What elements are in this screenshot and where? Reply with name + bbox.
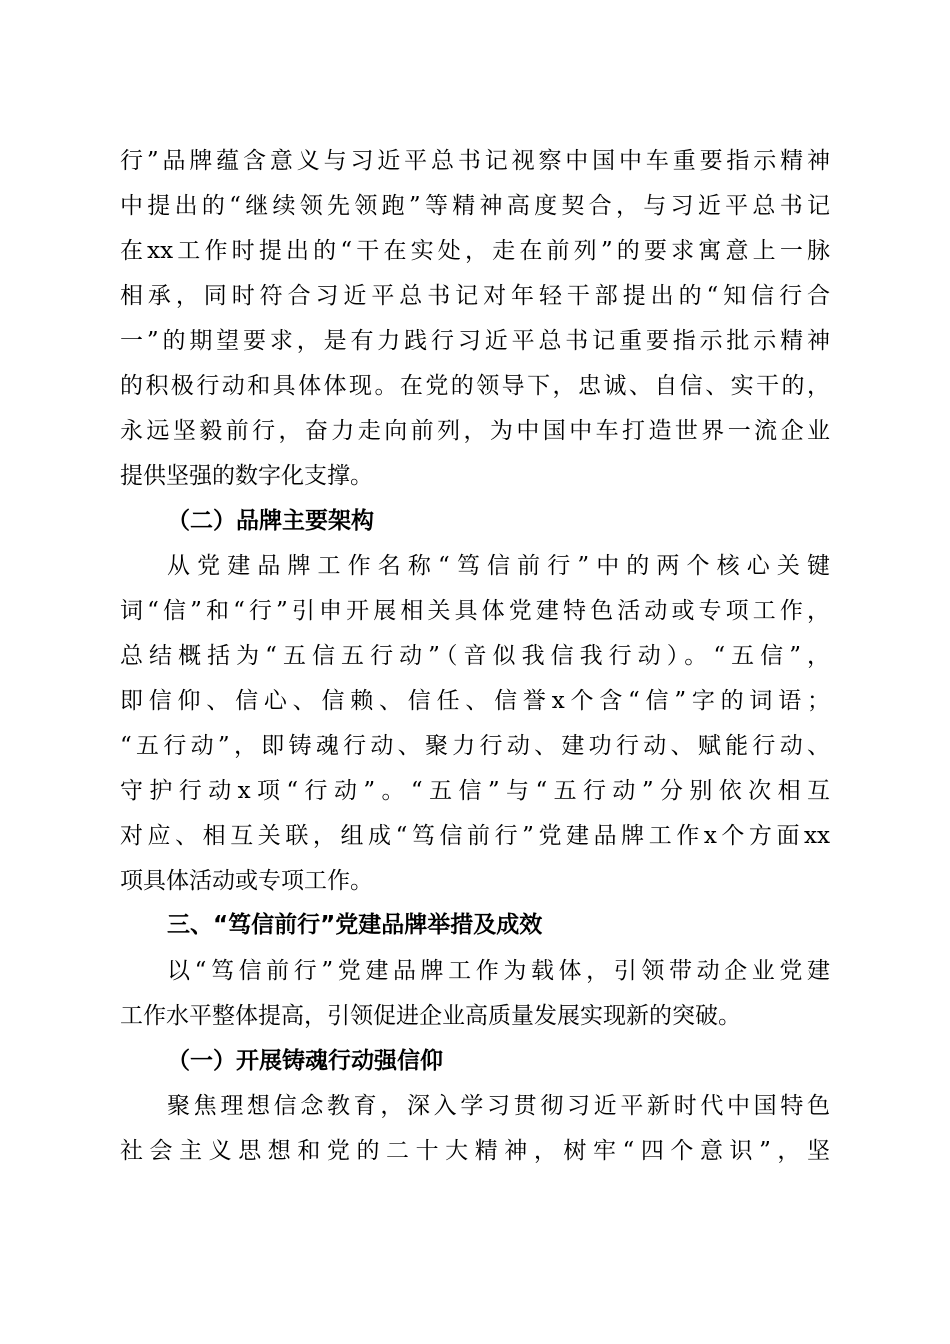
body-line: 总结概括为“五信五行动”（音似我信我行动）。“五信”， (120, 643, 830, 669)
body-line: 社会主义思想和党的二十大精神，树牢“四个意识”，坚 (120, 1138, 830, 1164)
body-line: 一”的期望要求，是有力践行习近平总书记重要指示批示精神 (120, 328, 830, 354)
body-line: 相承，同时符合习近平总书记对年轻干部提出的“知信行合 (120, 283, 830, 309)
body-line: 永远坚毅前行，奋力走向前列，为中国中车打造世界一流企业 (120, 418, 830, 444)
section-heading-1: （一）开展铸魂行动强信仰 (167, 1047, 443, 1074)
body-line: 的积极行动和具体体现。在党的领导下，忠诚、自信、实干的， (120, 373, 830, 399)
body-line: 对应、相互关联，组成“笃信前行”党建品牌工作x个方面xx (120, 823, 830, 849)
body-line: 项具体活动或专项工作。 (120, 868, 373, 894)
paragraph-first-line: 从党建品牌工作名称“笃信前行”中的两个核心关键 (167, 553, 830, 579)
body-line: “五行动”，即铸魂行动、聚力行动、建功行动、赋能行动、 (120, 733, 830, 759)
paragraph-first-line: 以“笃信前行”党建品牌工作为载体，引领带动企业党建 (167, 958, 830, 984)
body-line: 行”品牌蕴含意义与习近平总书记视察中国中车重要指示精神 (120, 148, 830, 174)
body-line: 中提出的“继续领先领跑”等精神高度契合，与习近平总书记 (120, 193, 830, 219)
body-line: 提供坚强的数字化支撑。 (120, 463, 373, 489)
paragraph-first-line: 聚焦理想信念教育，深入学习贯彻习近平新时代中国特色 (167, 1093, 830, 1119)
body-line: 守护行动x项“行动”。“五信”与“五行动”分别依次相互 (120, 778, 830, 804)
body-line: 即信仰、信心、信赖、信任、信誉x个含“信”字的词语； (120, 688, 830, 714)
section-heading-2: （二）品牌主要架构 (167, 507, 374, 534)
body-line: 词“信”和“行”引申开展相关具体党建特色活动或专项工作， (120, 598, 830, 624)
body-line: 工作水平整体提高，引领促进企业高质量发展实现新的突破。 (120, 1003, 741, 1029)
chapter-heading-3: 三、“笃信前行”党建品牌举措及成效 (167, 912, 543, 938)
body-line: 在xx工作时提出的“干在实处，走在前列”的要求寓意上一脉 (120, 238, 830, 264)
